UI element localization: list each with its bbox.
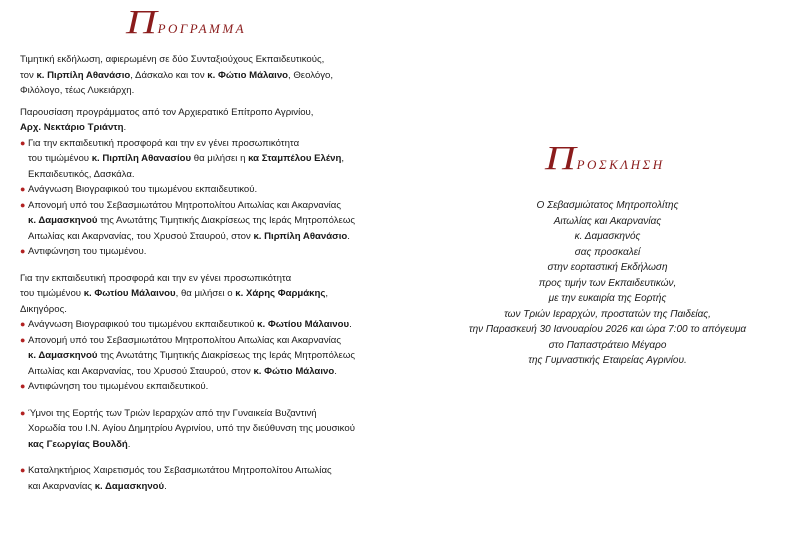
invitation-title bbox=[545, 140, 665, 178]
invitation-line: σας προσκαλεί bbox=[574, 246, 641, 258]
program-title-initial: Π bbox=[126, 4, 156, 41]
bullet-icon: ● bbox=[20, 381, 26, 391]
intro-line-1: Τιμητική εκδήλωση, αφιερωμένη σε δύο Συνταξιούχους Εκπαιδευτικούς, bbox=[20, 54, 325, 65]
program-title bbox=[126, 4, 246, 42]
program-title-rest: ΡΟΓΡΑΜΜΑ bbox=[157, 21, 247, 36]
list-item: ● Αντιφώνηση του τιμωμένου. bbox=[20, 244, 365, 260]
list-item: ● Απονομή υπό του Σεβασμιωτάτου Μητροπολίτου Αιτωλίας και Ακαρνανίας bbox=[20, 333, 365, 349]
invitation-title-initial: Π bbox=[545, 140, 575, 177]
invitation-line: την Παρασκευή 30 Ιανουαρίου 2026 και ώρα 7:00 το απόγευμα bbox=[468, 324, 747, 335]
list-item-continuation: και Ακαρνανίας κ. Δαμασκηνού. bbox=[28, 480, 167, 492]
list-item: ● Για την εκπαιδευτική προσφορά και την εν γένει προσωπικότητα bbox=[20, 136, 365, 152]
intro-line-2: τον κ. Πιρπίλη Αθανάσιο, Δάσκαλο και τον κ. Φώτιο Μάλαινο, Θεολόγο, bbox=[20, 69, 334, 81]
invitation-line: στην εορταστική Εκδήλωση bbox=[547, 262, 668, 273]
list-item: ● Αντιφώνηση του τιμωμένου εκπαιδευτικού. bbox=[20, 379, 365, 395]
bullet-icon: ● bbox=[20, 246, 26, 256]
invitation-line: κ. Δαμασκηνός bbox=[574, 231, 641, 242]
invitation-line: προς τιμήν των Εκπαιδευτικών, bbox=[538, 277, 677, 289]
invitation-line: της Γυμναστικής Εταιρείας Αγρινίου. bbox=[528, 355, 687, 366]
list-item-continuation: του τιμώμένου κ. Πιρπίλη Αθανασίου θα μιλήσει η κα Σταμπέλου Ελένη, bbox=[28, 153, 345, 164]
bullet-icon: ● bbox=[20, 319, 26, 329]
bullet-icon: ● bbox=[20, 334, 26, 345]
list-item-continuation: Αιτωλίας και Ακαρνανίας, του Χρυσού Σταυρού, στον κ. Πιρπίλη Αθανάσιο. bbox=[28, 230, 350, 242]
invitation-line: με την ευκαιρία της Εορτής bbox=[548, 293, 667, 304]
invitation-line: Αιτωλίας και Ακαρνανίας bbox=[553, 215, 662, 227]
invitation-line: των Τριών Ιεραρχών, προστατών της Παιδείας, bbox=[504, 308, 711, 320]
bullet-icon: ● bbox=[20, 199, 26, 210]
list-item-continuation: κ. Δαμασκηνού της Ανωτάτης Τιμητικής Διακρίσεως της Ιεράς Μητροπόλεως bbox=[28, 350, 355, 361]
list-item: ● Απονομή υπό του Σεβασμιωτάτου Μητροπολίτου Αιτωλίας και Ακαρνανίας bbox=[20, 198, 365, 214]
presenter-line-2: Αρχ. Νεκτάριο Τριάντη. bbox=[20, 122, 127, 133]
list-item: ● Ύμνοι της Εορτής των Τριών Ιεραρχών από την Γυναικεία Βυζαντινή bbox=[20, 406, 365, 422]
list-item-continuation: κ. Δαμασκηνού της Ανωτάτης Τιμητικής Διακρίσεως της Ιεράς Μητροπόλεως bbox=[28, 215, 355, 226]
invitation-line: Ο Σεβασμιώτατος Μητροπολίτης bbox=[536, 200, 679, 211]
bullet-icon: ● bbox=[20, 407, 26, 418]
program-body bbox=[20, 52, 365, 494]
list-item-continuation: Αιτωλίας και Ακαρνανίας, του Χρυσού Σταυρού, στον κ. Φώτιο Μάλαινο. bbox=[28, 365, 337, 377]
list-item: ● Ανάγνωση Βιογραφικού του τιμωμένου εκπαιδευτικού κ. Φωτίου Μάλαινου. bbox=[20, 317, 365, 333]
intro-line-3: Φιλόλογο, τέως Λυκειάρχη. bbox=[20, 85, 135, 96]
invitation-body bbox=[425, 198, 790, 369]
bullet-icon: ● bbox=[20, 465, 26, 475]
list-item: ● Ανάγνωση Βιογραφικού του τιμωμένου εκπαιδευτικού. bbox=[20, 182, 365, 198]
presenter-line-1: Παρουσίαση προγράμματος από τον Αρχιερατικό Επίτροπο Αγρινίου, bbox=[20, 106, 314, 118]
invitation-title-rest: ΡΟΣΚΛΗΣΗ bbox=[576, 157, 665, 172]
list-item-continuation: Εκπαιδευτικός, Δασκάλα. bbox=[28, 168, 135, 180]
list-item: ● Καταληκτήριος Χαιρετισμός του Σεβασμιωτάτου Μητροπολίτου Αιτωλίας bbox=[20, 463, 365, 479]
section2-line-1: Για την εκπαιδευτική προσφορά και την εν γένει προσωπικότητα bbox=[20, 272, 292, 284]
bullet-icon: ● bbox=[20, 137, 26, 148]
section2-line-3: Δικηγόρος. bbox=[20, 303, 67, 315]
section2-line-2: του τιμώμένου κ. Φωτίου Μάλαινου, θα μιλήσει ο κ. Χάρης Φαρμάκης, bbox=[20, 288, 329, 299]
bullet-icon: ● bbox=[20, 184, 26, 194]
invitation-line: στο Παπαστράτειο Μέγαρο bbox=[548, 339, 667, 351]
list-item-continuation: κας Γεωργίας Βουλδή. bbox=[28, 438, 131, 450]
list-item-continuation: Χορωδία του Ι.Ν. Αγίου Δημητρίου Αγρινίου, υπό την διεύθυνση της μουσικού bbox=[28, 423, 355, 434]
